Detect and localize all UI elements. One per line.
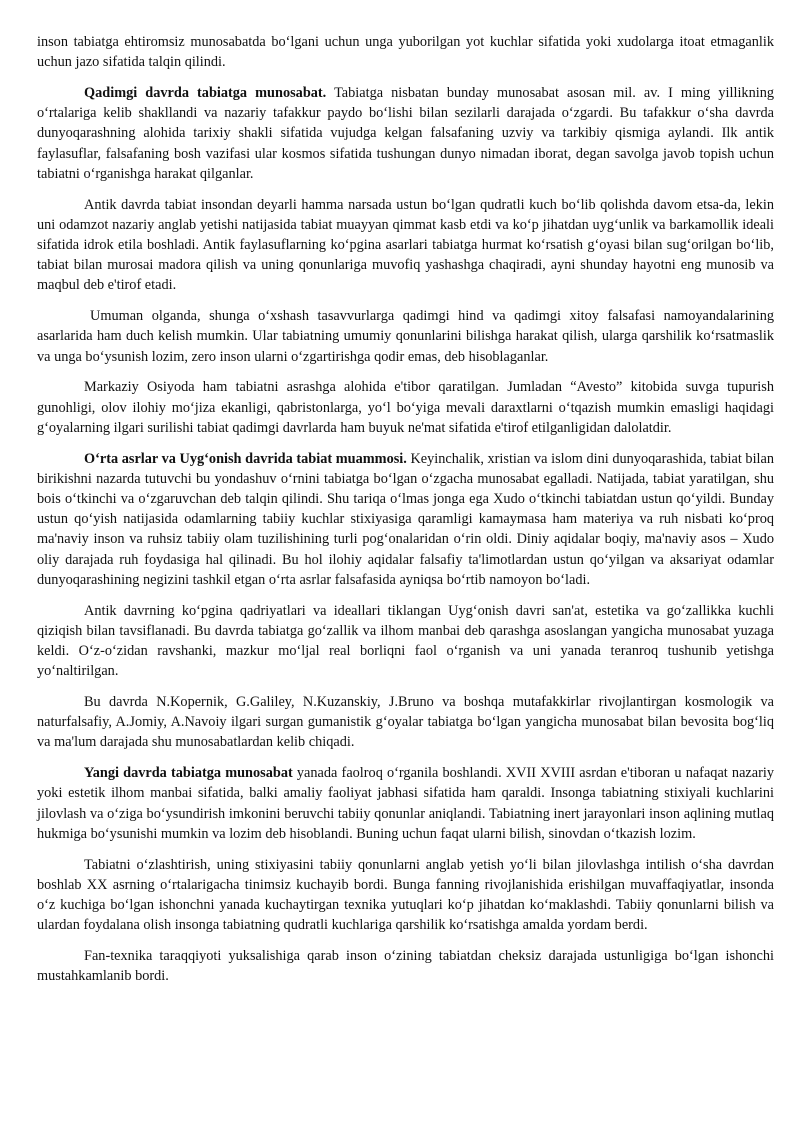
- paragraph-text: yanada faolroq o‘rganila boshlandi. XVII XVIII asrdan e'tiboran u nafaqat nazariy yoki estetik ilhom manbai sifatida, balki amaliy faoliyat jabhasi sifatida ham qaraldi. Insonga tabiatning stixiyali kuchlarini jilovlash va o‘ziga bo‘ysundirish imkonini beruvchi tabiiy qonunlar aniqlandi. Tabiatning inert jarayonlari inson aqlining mutlaq hukmiga bo‘ysunishi mumkin va lozim deb hisoblandi. Buning uchun faqat ularni bilish, sinovdan o‘tkazish lozim.: [37, 765, 774, 842]
- paragraph-central-asia: [37, 377, 774, 438]
- paragraph-renaissance: [37, 601, 774, 682]
- paragraph-text: Tabiatni o‘zlashtirish, uning stixiyasini tabiiy qonunlarni anglab yetish yo‘li bilan jilovlashga intilish o‘sha davrdan boshlab XX asrning o‘rtalarigacha tinimsiz kuchayib bordi. Bunga fanning rivojlanishida erishilgan muvaffaqiyatlar, insonda o‘z kuchiga bo‘lgan ishonchni yanada kuchaytirgan texnika yutuqlari ko‘p jihatdan ko‘maklashdi. Tabiiy qonunlarni bilish va ulardan foydalana olish insonga tabiatning qudratli kuchlariga qarshilik ko‘rsatishga amalda yordam berdi.: [37, 856, 774, 934]
- paragraph-continuation: [37, 32, 774, 72]
- paragraph-text: Umuman olganda, shunga o‘xshash tasavvurlarga qadimgi hind va qadimgi xitoy falsafasi namoyandalarining asarlarida ham duch kelish mumkin. Ular tabiatning umumiy qonunlarini bilishga harakat qilish, ularga qarshilik ko‘rsatmaslik va unga bo‘ysunish lozim, zero inson ularni o‘zgartirishga qodir emas, deb hisoblaganlar.: [37, 308, 774, 365]
- section-heading-modern-era: Yangi davrda tabiatga munosabat: [84, 765, 293, 782]
- paragraph-ancient-era: [37, 83, 774, 184]
- paragraph-middle-ages: [37, 449, 774, 590]
- paragraph-antiquity-nature: [37, 195, 774, 296]
- paragraph-modern-era: [37, 763, 774, 844]
- paragraph-india-china: [37, 306, 774, 367]
- paragraph-text: Bu davrda N.Kopernik, G.Galiley, N.Kuzanskiy, J.Bruno va boshqa mutafakkirlar rivojlantirgan kosmologik va naturfalsafiy, A.Jomiy, A.Navoiy ilgari surgan gumanistik g‘oyalar tabiatga bo‘lgan yangicha munosabat bilan bevosita bog‘liq va ma'lum darajada shu munosabatlardan kelib chiqadi.: [37, 694, 774, 751]
- paragraph-text: Tabiatga nisbatan bunday munosabat asosan mil. av. I ming yillikning o‘rtalariga kelib shakllandi va nazariy tafakkur paydo bo‘lishi bilan sezilarli darajada o‘zgardi. Bu tafakkur o‘sha davrda dunyoqarashning alohida tarixiy shakli sifatida vujudga kelgan falsafaning uzviy va tarkibiy qismiga aylandi. Ilk antik faylasuflar, falsafaning bosh vazifasi ular kosmos sifatida tushungan dunyo nimadan iborat, degan savolga javob topish uchun tabiatni o‘rganishga harakat qilganlar.: [37, 85, 774, 182]
- paragraph-thinkers: [37, 692, 774, 753]
- document-page: [37, 32, 774, 997]
- paragraph-text: Markaziy Osiyoda ham tabiatni asrashga alohida e'tibor qaratilgan. Jumladan “Avesto” kitobida suvga tupurish gunohligi, olov ilohiy mo‘jiza ekanligi, qabristonlarga, yo‘l bo‘yiga mevali daraxtlarni o‘tqazish mumkin emasligi haqidagi g‘oyalarning ilgari surilishi tabiat qadimgi davrlarda ham buyuk ne'mat sifatida e'tirof etilganligidan dalolatdir.: [37, 379, 774, 436]
- paragraph-text: Keyinchalik, xristian va islom dini dunyoqarashida, tabiat bilan birikishni nazarda tutuvchi bu yondashuv o‘rnini tabiatga bo‘lgan o‘zgacha munosabat egalladi. Natijada, tabiat yaratilgan, shu bois o‘tkinchi va o‘zgaruvchan deb talqin qilindi. Shu tariqa o‘lmas jonga ega Xudo o‘tkinchi tabiatdan ustun qo‘yildi. Bunday ustun qo‘yish natijasida odamlarning tabiiy kuchlar stixiyasiga qaramligi kamaymasa ham materiya va ruh nisbati ko‘proq ma'naviy inson va ruhsiz tabiiy olam tuzilishining turli pog‘onalaridan o‘rin oldi. Diniy aqidalar boqiy, ma'naviy asos – Xudo oliy darajada ruh foydasiga hal qilinadi. Bu hol ilohiy aqidalar falsafiy ta'limotlardan ustun qo‘yilgan va aksariyat odamlar dunyoqarashining negizini tashkil etgan o‘rta asrlar falsafasida ayniqsa bo‘rtib namoyon bo‘ladi.: [37, 450, 775, 588]
- section-heading-middle-ages: O‘rta asrlar va Uyg‘onish davrida tabiat muammosi.: [84, 450, 407, 467]
- paragraph-text: Fan-texnika taraqqiyoti yuksalishiga qarab inson o‘zining tabiatdan cheksiz darajada ustunligiga bo‘lgan ishonchi mustahkamlanib bordi.: [37, 948, 774, 985]
- paragraph-text: inson tabiatga ehtiromsiz munosabatda bo‘lgani uchun unga yuborilgan yot kuchlar sifatida yoki xudolarga itoat etmaganlik uchun jazo sifatida talqin qilindi.: [37, 34, 774, 71]
- paragraph-text: Antik davrning ko‘pgina qadriyatlari va ideallari tiklangan Uyg‘onish davri san'at, estetika va go‘zallikka kuchli qiziqish bilan tavsiflanadi. Bu davrda tabiatga go‘zallik va ilhom manbai deb qarashga asoslangan yangicha munosabat yuzaga keldi. O‘z-o‘zidan ravshanki, mazkur mo‘ljal real borliqni faol o‘rganish va uni yanada teranroq tushunib yetishga yo‘naltirilgan.: [37, 602, 774, 680]
- paragraph-text: Antik davrda tabiat insondan deyarli hamma narsada ustun bo‘lgan qudratli kuch bo‘lib qolishda davom etsa-da, lekin uni odamzot nazariy anglab yetishi natijasida tabiat muayyan qimmat kasb etdi va ko‘p jihatdan uyg‘unlik va barkamollik ideali sifatida idrok etila boshladi. Antik faylasuflarning ko‘pgina asarlari tabiatga hurmat ko‘rsatish g‘oyasi bilan sug‘orilgan bo‘lib, tabiat bilan murosai madora qilish va uning qonunlariga muvofiq yashashga chaqiradi, ayni shunday hayotni eng munosib va maqbul deb e'tirof etadi.: [37, 196, 774, 294]
- paragraph-tech-progress: [37, 946, 774, 986]
- section-heading-ancient-era: Qadimgi davrda tabiatga munosabat.: [84, 85, 327, 101]
- paragraph-mastery: [37, 855, 774, 936]
